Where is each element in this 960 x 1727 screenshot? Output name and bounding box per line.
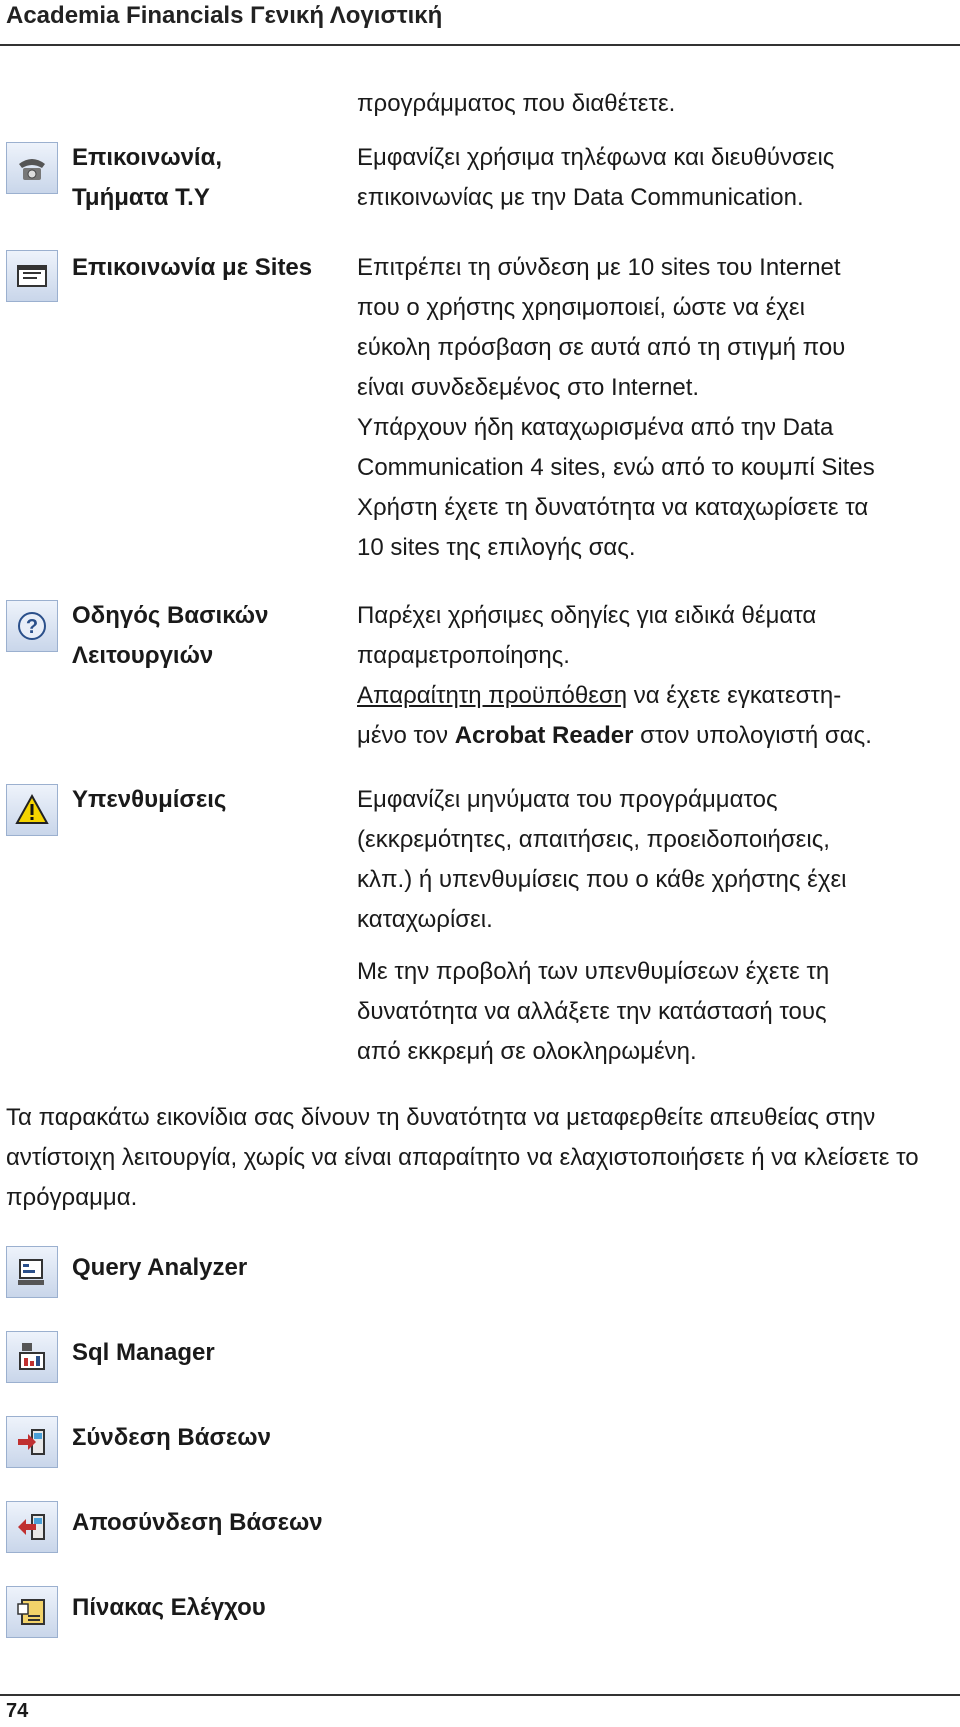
disconnect-database-icon <box>6 1501 58 1553</box>
requirement-post: στον υπολογιστή σας. <box>633 722 872 749</box>
entry-desc-line: που ο χρήστης χρησιμοποιεί, ώστε να έχει <box>357 294 805 321</box>
entry-desc-line: Εμφανίζει χρήσιμα τηλέφωνα και διευθύνσεις <box>357 144 835 171</box>
entry-label-line: Υπενθυμίσεις <box>72 786 227 813</box>
entry-label-line: Επικοινωνία με Sites <box>72 254 313 281</box>
shortcut-label: Αποσύνδεση Βάσεων <box>72 1509 323 1536</box>
acrobat-reader-name: Acrobat Reader <box>454 722 634 749</box>
shortcut-control-panel[interactable] <box>0 1586 700 1642</box>
requirement-line <box>357 716 957 756</box>
sites-window-icon <box>6 250 58 302</box>
entry-desc-line: καταχωρίσει. <box>357 906 493 933</box>
shortcut-label: Πίνακας Ελέγχου <box>72 1594 266 1621</box>
query-analyzer-icon <box>6 1246 58 1298</box>
entry-label-line: Τμήματα Τ.Υ <box>72 184 210 211</box>
requirement-underlined: Απαραίτητη προϋπόθεση <box>357 682 628 709</box>
entry-label-line: Επικοινωνία, <box>72 144 223 171</box>
sql-manager-icon <box>6 1331 58 1383</box>
shortcut-connect-databases[interactable] <box>0 1416 700 1472</box>
page-header-title: Academia Financials Γενική Λογιστική <box>6 2 443 29</box>
shortcut-label: Query Analyzer <box>72 1254 248 1281</box>
page-number: 74 <box>6 1700 29 1722</box>
entry-desc-line: Communication 4 sites, ενώ από το κουμπί Sites <box>357 454 875 481</box>
entry-desc-line: Εμφανίζει μηνύματα του προγράμματος <box>357 786 778 813</box>
footer-divider <box>0 1694 960 1696</box>
connect-database-icon <box>6 1416 58 1468</box>
entry-basic-functions-guide <box>0 596 960 766</box>
entry-desc-line: κλπ.) ή υπενθυμίσεις που ο κάθε χρήστης έχει <box>357 866 847 893</box>
requirement-line <box>357 676 957 716</box>
entry-label-line: Λειτουργιών <box>72 642 214 669</box>
shortcut-label: Sql Manager <box>72 1339 215 1366</box>
entry-desc-line: Επιτρέπει τη σύνδεση με 10 sites του Internet <box>357 254 841 281</box>
entry-desc-line: Υπάρχουν ήδη καταχωρισμένα από την Data <box>357 414 834 441</box>
entry-desc-line: επικοινωνίας με την Data Communication. <box>357 184 804 211</box>
header-divider <box>0 44 960 46</box>
entry-desc-line: Παρέχει χρήσιμες οδηγίες για ειδικά θέματα <box>357 602 817 629</box>
intro-continuation-text: προγράμματος που διαθέτετε. <box>357 90 676 117</box>
entry-desc-line: παραμετροποίησης. <box>357 642 570 669</box>
requirement-pre: μένο τον <box>357 722 455 749</box>
warning-icon <box>6 784 58 836</box>
help-question-icon <box>6 600 58 652</box>
entry-desc-line: δυνατότητα να αλλάξετε την κατάστασή τους <box>357 998 827 1025</box>
entry-desc-line: 10 sites της επιλογής σας. <box>357 534 636 561</box>
entry-contact-departments <box>0 138 960 228</box>
entry-label-line: Οδηγός Βασικών <box>72 602 269 629</box>
entry-desc-line: εύκολη πρόσβαση σε αυτά από τη στιγμή που <box>357 334 846 361</box>
entry-sites <box>0 248 960 578</box>
entry-desc-line: Με την προβολή των υπενθυμίσεων έχετε τη <box>357 958 830 985</box>
entry-reminders <box>0 780 960 1080</box>
entry-desc-line: είναι συνδεδεμένος στο Internet. <box>357 374 700 401</box>
shortcut-query-analyzer[interactable] <box>0 1246 700 1302</box>
shortcuts-intro-paragraph: Τα παρακάτω εικονίδια σας δίνουν τη δυνατότητα να μεταφερθείτε απευθείας στην αντίστοιχη λειτουργία, χωρίς να είναι απαραίτητο να ελαχιστοποιήσετε ή να κλείσετε το πρόγραμμα. <box>6 1104 919 1211</box>
entry-desc-line: από εκκρεμή σε ολοκληρωμένη. <box>357 1038 697 1065</box>
entry-desc-line: Χρήστη έχετε τη δυνατότητα να καταχωρίσετε τα <box>357 494 869 521</box>
phone-icon <box>6 142 58 194</box>
entry-desc-line: (εκκρεμότητες, απαιτήσεις, προειδοποιήσεις, <box>357 826 830 853</box>
shortcut-label: Σύνδεση Βάσεων <box>72 1424 271 1451</box>
requirement-rest: να έχετε εγκατεστη- <box>627 682 842 709</box>
shortcut-sql-manager[interactable] <box>0 1331 700 1387</box>
control-panel-icon <box>6 1586 58 1638</box>
shortcut-disconnect-databases[interactable] <box>0 1501 700 1557</box>
svg-text:?: ? <box>25 616 39 638</box>
